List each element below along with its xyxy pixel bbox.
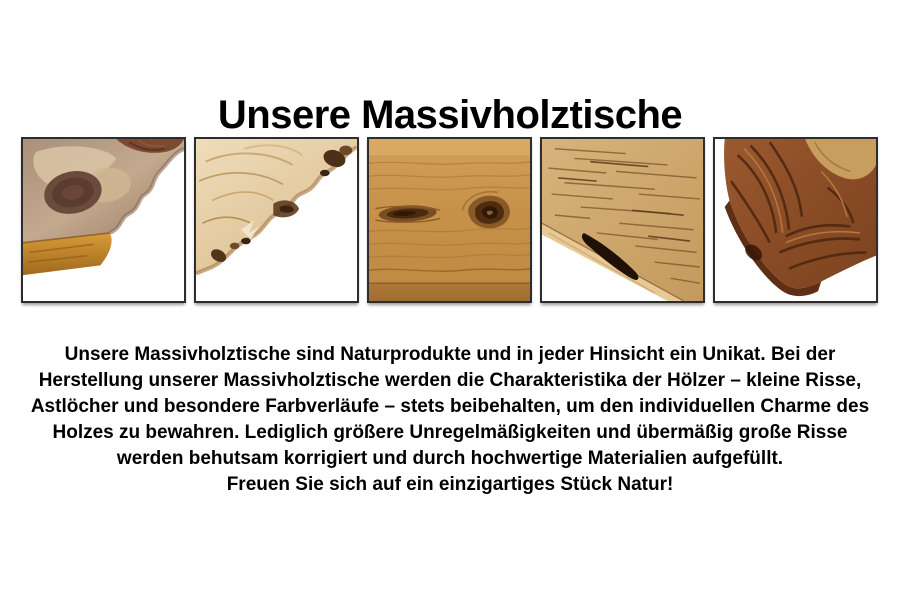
wood-sample-5 [713,137,878,303]
wood-sample-4 [540,137,705,303]
description-line: werden behutsam korrigiert und durch hochwertige Materialien aufgefüllt. [116,448,784,469]
description-line: Holzes zu bewahren. Lediglich größere Unregelmäßigkeiten und übermäßig große Risse [52,422,848,443]
wood-sample-3 [367,137,532,303]
wood-sample-1 [21,137,186,303]
description-line: Freuen Sie sich auf ein einzigartiges Stück Natur! [226,474,674,495]
wood-photo-4-graphic [542,139,703,301]
wood-photo-1-graphic [23,139,184,301]
description-line: Unsere Massivholztische sind Naturprodukte und in jeder Hinsicht ein Unikat. Bei der [64,344,836,365]
wood-sample-gallery [21,137,878,303]
wood-photo-5-graphic [715,139,876,301]
wood-photo-2-graphic [196,139,357,301]
page-title: Unsere Massivholztische [217,92,683,137]
wood-sample-2 [194,137,359,303]
description-text [0,342,900,498]
description-line: Herstellung unserer Massivholztische werden die Charakteristika der Hölzer – kleine Risse, [38,370,862,391]
description-line: Astlöcher und besondere Farbverläufe – stets beibehalten, um den individuellen Charme des [30,396,870,417]
wood-photo-3-graphic [369,139,530,301]
